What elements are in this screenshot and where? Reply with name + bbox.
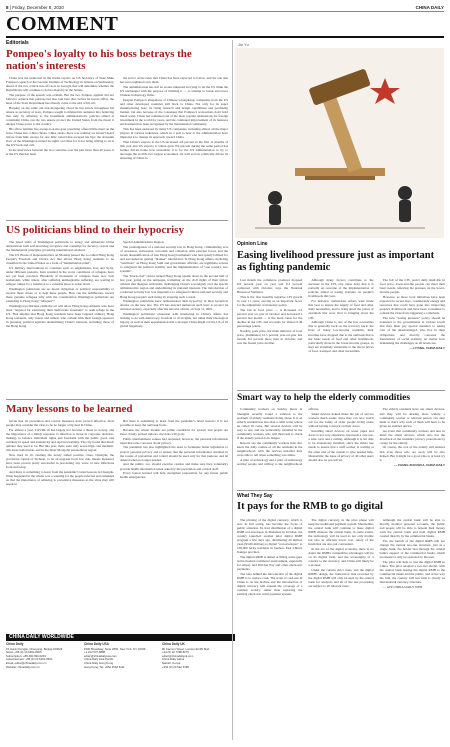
paragraph: Harping on the same old fear-mongering chord he has struck throughout his tenure as secretary of state, Pompeo sought to mislead his audience into believing that only by adhering to the incumbent administration's policies aimed at containing China can the two ensure protect the United States from the threat it alleges China poses to the country.: [6, 106, 114, 127]
paragraph: His allow familiar fire-sweep-it-at-the-gate preaching offered little meat on the bone. China lies, China cheats, China steals, there was nothing we haven't heard before from him, except for one little canard that escaped his lips: the sixteenth floor of the Washington turned its sights on China for it not being willing to sit at the US' beck and call.: [6, 127, 114, 148]
footer-line: Nairobi, Kenya: [162, 660, 181, 665]
paragraph: the sector of the rules that China has been expected to follow, and the one that has run roughshod over them.: [120, 76, 228, 85]
paragraph: Although China is one of the few economies that is generally back on the recovery track, the lives of many low-income residents, their incomes have dropped due to the outbreak that is the basic needs of food and other livelihoods, particularly those in the lower-income groups, as they are extremely vulnerable to the rise in prices of food, transport and other necessities.: [308, 320, 374, 353]
paragraph: Installing smart devices on water pipes and doors is not very expensive, but needs a care use, a wise card, and a ceiling. Although it is not able to be extensively installed, since the elders use needs to ensure that a staff worker is waiting at the other end of the system to give needed help. Meanwhile, the issue of privacy of all other users should also be pre-solved.: [308, 429, 374, 462]
paragraph: China was the unelected in the media reports on US Secretary of State Mike Pompeo's speech at the Georgia Institute of Technology in Atlanta on Wednesday, ahead of the two critical run-off races in Georgia that will determine whether the Republicans will continue to hold a majority in the Senate.: [6, 76, 114, 93]
paragraph: New rises in 10, running the newly added positive cases, Chengdu, the provincial capital of Sichuan, to be an upgrade from low risk, means measures have been proved pretty successful in preventing any wave of new infections from surfacing.: [6, 453, 114, 470]
footer-line: China Daily Africa: [162, 657, 185, 662]
paragraph: Despite Pompeo's allegations of Chinese wrongdoing, companies from the US and other developed countries still flock to China. Not only for its super manufacturing base, its rising research and design capabilities and promising market, but also because of the consensus that Pompeo's accusations don't hold much water. China has remained one of the most popular destinations for foreign investment in the world for years, and the continued improvement of its business environment has been recognized by the international community.: [120, 97, 228, 127]
editorial-3-body: [6, 419, 228, 629]
footer-line: editor@chinadailyuk.com: [162, 653, 194, 658]
paragraph: And there is something to learn from the pandemic's latest lessons in Chengdu. What happened in the winter was a warning for the people infected and reminded us that the importance of adhering to preventive measures as the virus may still sneak in.: [6, 470, 114, 487]
paragraph: Because the winter months are prime conditions for spread, and people are more closely packed indoors, the risks will grow.: [120, 427, 228, 436]
paragraph: Under the current strict rules, and the digital RMB's design, the transaction data recorded by the digital RMB will only be used by the central bank for analysis, and all of the use processing are subject to all relevant rules.: [308, 567, 374, 589]
paragraph: The pilot will help to test the digital RMB in China. The pilot adopted a two-tier model, with the central bank issuing the digital RMB to the commercial banks and the public, and of the way the trial, the country will run what is clearly an international currency structure.: [379, 559, 445, 585]
paragraph: The idea behind the introduction of the digital RMB is to replace cash. The scale of cash use in China is on the decline and the introduction of digital currency will expand the coverage of a cashless society, rather than replacing the existing electronic retail payment system.: [237, 571, 303, 597]
paragraph: The US House of Representatives on Monday passed the so-called Hong Kong People's Freedom and Choice Act that allows Hong Kong residents to be classified in the United States as a form of "humanitarian relief".: [6, 252, 114, 266]
paragraph: The administration has left no stones unturned in trying to let the US think the US unchanged with the purpose of blinding it — to attempt to break and lower Chinese technology firms.: [120, 84, 228, 98]
paragraph: The digital RMB is aimed at filling some gaps in the modern commerce environment, especially for Alipay and WeChat Pay and other electronic payments.: [237, 554, 303, 572]
editorial-3-title: Many lessons to be learned: [6, 403, 133, 415]
opinion-1: [237, 250, 445, 388]
footer-line: Advertisement: +86 (0) 10 6491-8631: [6, 657, 53, 662]
paper-name: CHINA DAILY: [415, 5, 444, 10]
editorial-2: [6, 224, 228, 396]
opinion-2-signature: — ZHANG ZHOUHUA, CHINA DAILY: [394, 462, 445, 467]
opinion-3: [237, 493, 445, 743]
paragraph: The digital currency in the pilot phase will keep the traditional payment system. Meanwhile, the central bank will continue to issue digital RMB whereas the central bank, in some extent, the technology will be used to not only mobile but also an efficient lower cost, safety of the funds that are also put convenient.: [308, 517, 374, 547]
footer-contact-column: [6, 643, 79, 743]
opinion-3-title: It pays for the RMB to go digital: [237, 501, 383, 512]
footer-line: China Daily Hong Kong: [84, 660, 114, 665]
paragraph: For almost a year, COVID-19 has largely not become a threat to society, and the importance of a timely response to infection to those in corporate decision-making, to balance individual rights and freedoms with the public good, and certainty in speed and extensivity and rapid traceability. The city found that much quicker they used to be. But this year, there were only seven high- and medium-risk areas nationwide, and in the Inner Mongolia autonomous region.: [6, 427, 114, 453]
paragraph: Washington politicians see no moral obligation or political responsibility to resolve these crises, or to help these people. How can the indifference toward these genuine refugees tally with the consideration Washington politicians are extending to Hong Kong "refugees"?: [6, 286, 114, 304]
divider: [237, 490, 445, 491]
paragraph: Although many factors contribute to the decrease in the CPI, one cause deny that it is partially an outcome of the implementation of policies aimed at easing pressure on people's livelihoods this year.: [308, 278, 374, 299]
paragraph: Although the central bank will be able to directly monitor personal accounts, the public and people will be able to deposit their money with the central bank and hold digital RMB created directly by the commercial banks.: [379, 517, 445, 538]
paragraph: But there is something to learn from the pandemic's latest lessons: it is not possible to keep the outbreak from...: [120, 419, 228, 428]
opinion-2-body: [237, 407, 445, 487]
paragraph: The fall of the CPI, pork's daily shelf-life in food price, lower-income people can meet their basic needs, relieving the pressure on the lower-income people.: [379, 278, 445, 295]
footer-line: Website: chinadaily.com.cn: [6, 664, 40, 669]
paragraph: And the public, too, should exercise caution and make sure they voluntarily provide health information when asked by the prevention and control staff.: [120, 462, 228, 471]
footer-line: Email: editor@chinadaily.com.cn: [6, 660, 47, 665]
editorial-1: [6, 40, 228, 218]
editorial-1-title: Pompeo's loyalty to his boss betrays the nation's interests: [6, 48, 192, 73]
paragraph: Special Administrative Region.: [123, 240, 165, 245]
paragraph: Washington politicians have demonstrated their hypocrisy in their hysterical attacks on the new law. The US has enacted numerous such laws to protect its national security, especially after the terrorist attacks on Sept 11, 2001.: [120, 299, 228, 312]
editorial-2-body: [6, 240, 228, 392]
opinion-1-title: Easing livelihood pressure just as important as fighting pandemic: [237, 250, 435, 273]
footer-line: China Daily Asia Pacific: [84, 657, 114, 662]
paragraph: Given that its prevention and control measures have proved effective, most people may consider the virus to be no longer a big deal in China.: [6, 419, 114, 428]
editorial-2-title: US politicians blind to their hypocrisy: [6, 224, 184, 236]
paragraph: The new "easing pressure" policy should be extended to the governments at various levels that they must pay special attention to taking care of the disadvantaged, who live in their obligations, and directly concerns the foundations of social stability, no matter how demanding the challenges on all levels are.: [379, 316, 445, 345]
paragraph: Yet, the launch of the digital RMB will not change the current two-tier structure, just as a single bank, the holder that through the central bank's support of the commercial banks, which are meant to only be operated by the user.: [379, 538, 445, 559]
paragraph: Washington politicians' obsession with interfering in China's affairs has nothing to do with democracy, freedom or civil rights, but rather their ideological bigotry as well as their apprehension that a stronger China might rob the US of its global hegemony.: [120, 312, 228, 329]
masthead: [6, 4, 444, 12]
paragraph: The "black-clad" rioters turned Hong Kong upside down in the second half of last year, going on the rampages, trampling on the civil rights of their fellow citizens that disagree with them, challenging China's sovereignty over the special administrative region and undermining its national interests. The introduction of a national security law was imperative to safeguard China's national security and Hong Kong people's well-being by stopping such a reach.: [120, 274, 228, 299]
paragraph: The promulgation of a national security law in Hong Kong, criminalizing acts of secession, subversion, terrorism and collusion with external forces and the recent disqualification of four Hong Kong lawmakers who had openly lobbied for and succeeded in getting "blanket" interference in Hong Kong affairs, including "sanctions" on Hong Kong SAR and government officials, are legitimate actions to safeguard the political stability and the implementation of "one country, two systems".: [120, 244, 228, 274]
divider: [6, 399, 228, 400]
footer-contact-column: [84, 643, 157, 743]
footer-line: +1 212 537 8888: [84, 650, 106, 655]
paragraph: In the interviews between the two countries over the past more than 40 years, it is the US that has been: [6, 148, 114, 157]
footer-line: 15 Huixin Dongjie, Chaoyang, Beijing 100029: [6, 646, 63, 651]
paragraph: This has been endorsed by many US companies, including almost all the major players in various industries, which in a poll to bear to the administration have implored it to change its approach toward China.: [120, 127, 228, 140]
paragraph: Of course, the cost of the elderly still ensures that even those who are away will be also helped. But it might be a good idea to at least try it.: [379, 445, 445, 462]
opinion-2: [237, 393, 445, 488]
divider: [237, 390, 445, 391]
paragraph: The latest visits of Washington politicians to annoy and embarrass China demonstrate both self-deceiving arrogance and contempt for decency, reason and the fundamental principles governing international relations.: [6, 240, 114, 253]
paragraph: Washington politicians claim the act will allow Hong Kong residents who have been "targeted for exercising their democratic freedoms" to seek refuge in the US. That implies that Hong Kong residents have been targeted ordinary Hong Kong residents, only rioters and rumors who collude with their foreign sponsors in pursuing political agendas undermining China's interests, including those of the Hong Kong: [6, 303, 114, 329]
paragraph: The fall in food price — it increased 2.2 percent year on year in October and decreased 2 percent last month — is the main cause for the decline in the CPI, and accounts for almost 0.46 percentage points.: [237, 307, 303, 329]
opinion-2-title: Smart way to help the elderly commodities: [237, 393, 411, 403]
editorial-1-body: [6, 76, 228, 218]
divider: [6, 220, 228, 221]
section-rule: [6, 36, 444, 38]
page-number: 8: [6, 5, 9, 10]
editorial-3: [6, 403, 228, 631]
paragraph: Community workers on Sunday threw in Shanghai recently found a solution to the problem of elderly residents living alone. It is an elderly resident has less than a refill water where he called 10 cents. But several devices will be easy to use, and are particularly installed in the community workers, who will then rush to check if the elderly person is in danger.: [237, 407, 303, 441]
paragraph: However, as more local initiatives have been expected in recent days, considerably energy and resources that could have gone into improving people's livelihoods and have been consumed to contain the virus from triggering a comeback.: [379, 295, 445, 316]
paragraph: For instance, tremendous efforts were made this year to ensure the supply of food and other daily necessities, and to bring down the prices of essentials that were vital to bringing down the CPI.: [308, 299, 374, 320]
paragraph: Last month the commerce producer dropped 0.6 percent year on year and 0.2 percent compared with October, says the National Bureau of Statistics.: [237, 278, 303, 295]
issue-date: Friday, December 8, 2020: [12, 5, 64, 10]
footer-line: +44 (0) 20 7398 8270: [162, 650, 189, 655]
footer-contact-title: China Daily UK: [162, 642, 185, 646]
paragraph: An event that community workers and new in mind the smart devices, which also has the drawback of the residents' privacy protections by caring for the elderly.: [379, 428, 445, 445]
paragraph: The elderly residents have our smart devices, and they will be sharing more widely, a community worker or relevant person can alert them so that's why each of them will have to be given an enabled device.: [379, 407, 445, 428]
footer-contacts: [6, 643, 235, 743]
footer-line: +254 (0) 20 522 3498: [162, 664, 189, 669]
paragraph: In the era of the digital economy, there is no doubt the RMB's competitive advantages will lie on its digital form, and the sovereignty of a country to the currency, and China will likely be a pioneer.: [308, 546, 374, 568]
section-title: COMMENT: [6, 13, 119, 35]
illustration-credit: Jin Yu: [238, 42, 249, 47]
footer-line: editor@chinadailyusa.com: [84, 653, 117, 658]
opinion-3-body: [237, 518, 445, 743]
footer-line: 1500 Broadway, Suite 2800, New York, NY 10036: [84, 646, 146, 651]
column-divider: [232, 40, 233, 740]
footer-line: News: +86 (0) 10 6491-8366: [6, 650, 42, 655]
opinion-1-body: [237, 278, 445, 386]
paragraph: Notably, pork price, the main indicator of food price, plummeted 12.5 percent year-on-year last month, 8.2 percent more than in October, and saw the fastest price decline.: [237, 329, 303, 346]
footer-line: 90 Cannon Street, London EC4N 6HA: [162, 646, 210, 651]
footer-line: Subscription: +86 400-699-0203: [6, 653, 46, 658]
paragraph: Every lesson learned will help strengthen preparation for any future public health emergencies.: [120, 471, 228, 480]
opinion-1-signature: — LIYANG, CHINA DAILY: [409, 345, 445, 350]
what-they-say-label: What They Say: [237, 493, 273, 499]
footer-title-bar: CHINA DAILY WORLDWIDE: [6, 634, 235, 641]
footer-contact-column: [162, 643, 235, 743]
cartoon-illustration: [235, 48, 444, 238]
paragraph: — APP CHINA DAILY WEB: [382, 584, 423, 589]
paragraph: That China's exports to the US increased 4.6 percent in the first 11 months of this year and US exports to China grew 8.9 percent during the same period has further driven home how unrealistic it is for the US administration to try to decouple the world's two largest economies. As well as how politically driven its smearing of China is.: [120, 139, 228, 161]
paragraph: A pilot of technology and a pilot of technology serving people and willing to the neighborhood officers.: [237, 407, 320, 466]
masthead-left: 8 | Friday, December 8, 2020: [6, 5, 64, 10]
paragraph: Public entertainment venues had reopened; however, the personal information input that raise concerns about privacy.: [120, 436, 228, 445]
footer-line: Hong Kong, Tel: +852 2518 5111: [84, 664, 125, 669]
paragraph: The purpose of the speech was evident. But the two Pompeo applied did not failed to achieve that purpose but also laid bare that, before he leaves office, the head of the State Department has already come to the end of his wit.: [6, 93, 114, 106]
paragraph: The pandemic has also highlighted the need to formulate better legislation to protect personal privacy and to ensure that the personal information obtained in the course of prevention and control should be used only for that purpose, and be deleted when no longer needed.: [120, 445, 228, 462]
paragraph: The piloting of the digital currency, which is now in full swing, has become the focus of public attention. Its trial distribution of a digital RMB red envelopes in Shenzhen in October, the country launched another pilot digital RMB program a few days ago, distributing 20 million yuan ($3.06 million) to digital "red envelopes" to 100,000 lucky residents in Suzhou, East China's Jiangsu province.: [237, 517, 303, 555]
paragraph: This is the first monthly negative CPI growth in over 11 years, serving as an important factor for the adjustment of monetary policy.: [237, 295, 303, 308]
footer-contact-title: China Daily: [6, 642, 24, 646]
opinion-line-label: Opinion Line: [237, 241, 268, 247]
paragraph: Smart devices indeed make the job of service workers much easier, since they can now watch out for the safety of older people living alone without having to knock on their doors.: [308, 412, 374, 429]
paragraph: Reports say the community workers thus also knew the daily routine of all the residents in the neighborhood, with the devices installed they were able to tell when something was amiss.: [237, 440, 303, 458]
editorials-label: Editorials: [6, 40, 29, 46]
paragraph: US military interventions in countries such as Afghanistan, Iraq and Syria, under different pretexts, have resulted in the worst conditions of refugees have not yet been resolved. Hundreds of thousands of refugees there now lack homelands, while others, after suffering unimaginable suffering, are waiting in refugee camps for a transition to a valuable place to settle down.: [6, 265, 114, 287]
footer-contact-title: China Daily USA: [84, 642, 109, 646]
editorial-cartoon: [235, 48, 444, 238]
